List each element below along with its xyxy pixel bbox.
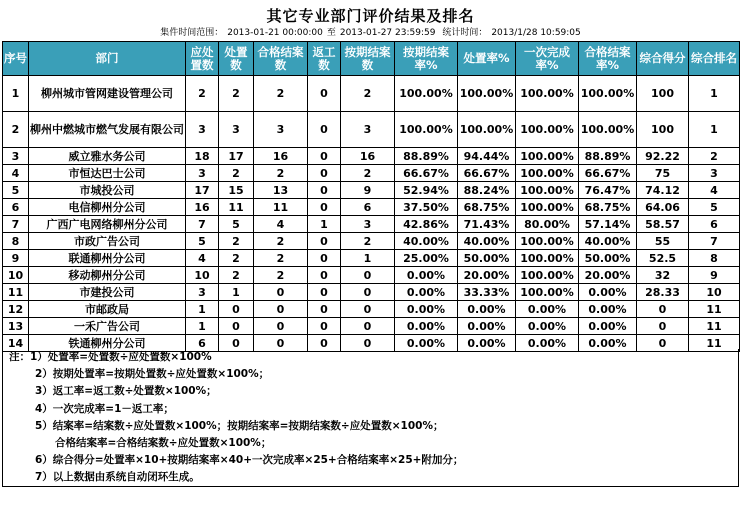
table-cell: 40.00% — [395, 233, 458, 250]
table-cell: 1 — [186, 318, 219, 335]
table-cell: 9 — [689, 267, 740, 284]
table-cell: 75 — [637, 165, 689, 182]
table-cell: 66.67% — [395, 165, 458, 182]
table-cell: 0 — [341, 284, 395, 301]
note-line: 注：1）处置率=处置数÷应处置数×100% — [9, 351, 212, 363]
table-cell: 6 — [186, 335, 219, 352]
table-cell: 50.00% — [579, 250, 637, 267]
table-cell: 100.00% — [516, 112, 579, 148]
department-cell: 柳州中燃城市燃气发展有限公司 — [29, 112, 186, 148]
table-cell: 1 — [3, 76, 29, 112]
note-line: 6）综合得分=处置率×10+按期结案率×40+一次完成率×25+合格结案率×25+附加分； — [35, 454, 464, 467]
table-cell: 12 — [3, 301, 29, 318]
column-header: 序号 — [3, 42, 29, 76]
table-cell: 3 — [341, 216, 395, 233]
table-cell: 2 — [219, 165, 254, 182]
table-cell: 88.24% — [458, 182, 516, 199]
table-cell: 2 — [689, 148, 740, 165]
table-cell: 20.00% — [579, 267, 637, 284]
table-cell: 1 — [689, 112, 740, 148]
table-cell: 100.00% — [458, 76, 516, 112]
table-cell: 6 — [689, 216, 740, 233]
table-row — [3, 112, 740, 148]
table-cell: 2 — [341, 233, 395, 250]
table-cell: 94.44% — [458, 148, 516, 165]
table-cell: 0 — [219, 301, 254, 318]
table-cell: 7 — [689, 233, 740, 250]
table-cell: 0.00% — [458, 335, 516, 352]
table-cell: 100.00% — [516, 76, 579, 112]
table-cell: 16 — [341, 148, 395, 165]
table-cell: 0 — [254, 301, 308, 318]
table-cell: 0 — [254, 284, 308, 301]
table-cell: 13 — [3, 318, 29, 335]
table-cell: 0 — [308, 301, 341, 318]
table-cell: 1 — [689, 76, 740, 112]
table-cell: 100.00% — [395, 76, 458, 112]
table-row — [3, 233, 740, 250]
table-cell: 0.00% — [579, 335, 637, 352]
table-cell: 28.33 — [637, 284, 689, 301]
column-header: 处置率% — [458, 42, 516, 76]
table-cell: 9 — [3, 250, 29, 267]
column-header: 按期结案数 — [341, 42, 395, 76]
table-cell: 0.00% — [395, 335, 458, 352]
table-cell: 2 — [219, 267, 254, 284]
table-cell: 100.00% — [579, 76, 637, 112]
table-header-row — [3, 42, 740, 76]
table-cell: 0 — [219, 335, 254, 352]
table-cell: 100 — [637, 76, 689, 112]
table-cell: 16 — [254, 148, 308, 165]
stat-label: 统计时间： — [442, 28, 488, 38]
table-row — [3, 148, 740, 165]
table-cell: 0 — [308, 182, 341, 199]
table-cell: 0 — [308, 335, 341, 352]
table-cell: 100.00% — [395, 112, 458, 148]
table-cell: 2 — [3, 112, 29, 148]
table-cell: 9 — [341, 182, 395, 199]
table-cell: 52.5 — [637, 250, 689, 267]
table-cell: 2 — [219, 76, 254, 112]
table-cell: 4 — [254, 216, 308, 233]
table-cell: 11 — [689, 335, 740, 352]
table-cell: 13 — [254, 182, 308, 199]
column-header: 综合得分 — [637, 42, 689, 76]
table-cell: 1 — [308, 216, 341, 233]
note-line: 5）结案率=结案数÷应处置数×100%；按期结案率=按期结案数÷应处置数×100%； — [35, 419, 444, 432]
table-cell: 0 — [341, 267, 395, 284]
table-cell: 0 — [308, 284, 341, 301]
table-cell: 1 — [186, 301, 219, 318]
table-cell: 6 — [341, 199, 395, 216]
table-cell: 71.43% — [458, 216, 516, 233]
column-header: 按期结案率% — [395, 42, 458, 76]
table-cell: 1 — [341, 250, 395, 267]
table-cell: 2 — [341, 76, 395, 112]
department-cell: 市政广告公司 — [29, 233, 186, 250]
column-header: 合格结案率% — [579, 42, 637, 76]
report-time-range — [0, 25, 741, 38]
table-cell: 52.94% — [395, 182, 458, 199]
table-cell: 76.47% — [579, 182, 637, 199]
range-sep: 至 — [326, 28, 336, 38]
table-row — [3, 301, 740, 318]
table-cell: 100 — [637, 112, 689, 148]
table-cell: 5 — [3, 182, 29, 199]
note-line: 3）返工率=返工数÷处置数×100%； — [35, 385, 217, 398]
table-cell: 3 — [186, 165, 219, 182]
evaluation-table — [2, 41, 740, 352]
table-cell: 100.00% — [516, 233, 579, 250]
table-cell: 0 — [308, 250, 341, 267]
department-cell: 铁通柳州分公司 — [29, 335, 186, 352]
table-cell: 20.00% — [458, 267, 516, 284]
department-cell: 移动柳州分公司 — [29, 267, 186, 284]
range-end: 2013-01-27 23:59:59 — [339, 28, 436, 38]
range-label: 集件时间范围： — [160, 28, 224, 38]
table-cell: 2 — [219, 250, 254, 267]
table-cell: 2 — [254, 165, 308, 182]
column-header: 部门 — [29, 42, 186, 76]
table-cell: 3 — [689, 165, 740, 182]
department-cell: 威立雅水务公司 — [29, 148, 186, 165]
table-cell: 50.00% — [458, 250, 516, 267]
table-cell: 17 — [219, 148, 254, 165]
table-cell: 0.00% — [579, 301, 637, 318]
table-cell: 100.00% — [516, 182, 579, 199]
table-cell: 0 — [308, 165, 341, 182]
table-cell: 1 — [219, 284, 254, 301]
table-cell: 3 — [254, 112, 308, 148]
table-cell: 0.00% — [579, 318, 637, 335]
table-cell: 100.00% — [516, 165, 579, 182]
department-cell: 一禾广告公司 — [29, 318, 186, 335]
table-row — [3, 182, 740, 199]
department-cell: 电信柳州分公司 — [29, 199, 186, 216]
table-cell: 58.57 — [637, 216, 689, 233]
table-cell: 3 — [3, 148, 29, 165]
table-cell: 2 — [254, 233, 308, 250]
table-row — [3, 199, 740, 216]
table-cell: 0 — [308, 318, 341, 335]
table-cell: 40.00% — [579, 233, 637, 250]
table-cell: 0.00% — [395, 267, 458, 284]
table-cell: 80.00% — [516, 216, 579, 233]
table-cell: 0 — [308, 267, 341, 284]
table-row — [3, 165, 740, 182]
table-cell: 25.00% — [395, 250, 458, 267]
stat-time: 2013/1/28 10:59:05 — [491, 28, 581, 38]
table-cell: 0 — [308, 112, 341, 148]
table-row — [3, 76, 740, 112]
table-cell: 18 — [186, 148, 219, 165]
table-cell: 100.00% — [516, 284, 579, 301]
table-cell: 16 — [186, 199, 219, 216]
table-cell: 10 — [3, 267, 29, 284]
table-cell: 11 — [689, 301, 740, 318]
table-cell: 64.06 — [637, 199, 689, 216]
table-cell: 0.00% — [458, 301, 516, 318]
table-cell: 74.12 — [637, 182, 689, 199]
department-cell: 联通柳州分公司 — [29, 250, 186, 267]
range-start: 2013-01-21 00:00:00 — [227, 28, 323, 38]
department-cell: 柳州城市管网建设管理公司 — [29, 76, 186, 112]
note-line: 合格结案率=合格结案数÷应处置数×100%； — [55, 437, 272, 450]
table-cell: 92.22 — [637, 148, 689, 165]
table-cell: 2 — [254, 250, 308, 267]
table-cell: 8 — [689, 250, 740, 267]
table-row — [3, 318, 740, 335]
column-header: 一次完成率% — [516, 42, 579, 76]
table-cell: 100.00% — [516, 250, 579, 267]
note-line: 7）以上数据由系统自动闭环生成。 — [35, 471, 200, 484]
table-cell: 11 — [254, 199, 308, 216]
table-cell: 3 — [219, 112, 254, 148]
table-cell: 6 — [3, 199, 29, 216]
table-cell: 4 — [3, 165, 29, 182]
table-cell: 55 — [637, 233, 689, 250]
table-row — [3, 216, 740, 233]
table-cell: 15 — [219, 182, 254, 199]
table-cell: 57.14% — [579, 216, 637, 233]
table-cell: 100.00% — [516, 199, 579, 216]
table-cell: 0 — [219, 318, 254, 335]
table-cell: 7 — [3, 216, 29, 233]
table-row — [3, 267, 740, 284]
table-cell: 66.67% — [579, 165, 637, 182]
table-cell: 0.00% — [516, 318, 579, 335]
table-cell: 0.00% — [516, 335, 579, 352]
table-cell: 0.00% — [516, 301, 579, 318]
table-cell: 100.00% — [516, 148, 579, 165]
table-cell: 37.50% — [395, 199, 458, 216]
table-cell: 0.00% — [458, 318, 516, 335]
page-title: 其它专业部门评价结果及排名 — [266, 7, 475, 25]
table-cell: 68.75% — [579, 199, 637, 216]
table-cell: 3 — [341, 112, 395, 148]
table-cell: 0.00% — [395, 284, 458, 301]
table-cell: 0 — [341, 335, 395, 352]
table-cell: 0 — [308, 233, 341, 250]
table-cell: 0 — [308, 199, 341, 216]
table-cell: 0 — [637, 335, 689, 352]
table-cell: 0 — [308, 148, 341, 165]
column-header: 应处置数 — [186, 42, 219, 76]
note-line: 2）按期处置率=按期处置数÷应处置数×100%； — [35, 368, 270, 381]
column-header: 处置数 — [219, 42, 254, 76]
department-cell: 市建投公司 — [29, 284, 186, 301]
table-cell: 14 — [3, 335, 29, 352]
table-cell: 0.00% — [395, 318, 458, 335]
table-cell: 11 — [219, 199, 254, 216]
table-cell: 4 — [689, 182, 740, 199]
table-row — [3, 250, 740, 267]
table-cell: 10 — [186, 267, 219, 284]
table-cell: 8 — [3, 233, 29, 250]
table-cell: 2 — [341, 165, 395, 182]
department-cell: 市恒达巴士公司 — [29, 165, 186, 182]
table-cell: 10 — [689, 284, 740, 301]
table-cell: 0 — [637, 318, 689, 335]
department-cell: 市城投公司 — [29, 182, 186, 199]
notes-section — [2, 349, 739, 487]
department-cell: 市邮政局 — [29, 301, 186, 318]
table-cell: 0 — [254, 335, 308, 352]
table-cell: 32 — [637, 267, 689, 284]
table-cell: 40.00% — [458, 233, 516, 250]
table-cell: 66.67% — [458, 165, 516, 182]
column-header: 合格结案数 — [254, 42, 308, 76]
table-cell: 0.00% — [579, 284, 637, 301]
table-cell: 68.75% — [458, 199, 516, 216]
table-cell: 0 — [254, 318, 308, 335]
table-cell: 88.89% — [579, 148, 637, 165]
table-cell: 5 — [689, 199, 740, 216]
table-cell: 0.00% — [395, 301, 458, 318]
department-cell: 广西广电网络柳州分公司 — [29, 216, 186, 233]
table-cell: 2 — [219, 233, 254, 250]
table-cell: 11 — [689, 318, 740, 335]
table-cell: 4 — [186, 250, 219, 267]
table-cell: 11 — [3, 284, 29, 301]
column-header: 返工数 — [308, 42, 341, 76]
table-row — [3, 284, 740, 301]
table-cell: 2 — [254, 267, 308, 284]
table-cell: 3 — [186, 284, 219, 301]
table-cell: 0 — [341, 318, 395, 335]
table-cell: 88.89% — [395, 148, 458, 165]
table-cell: 100.00% — [458, 112, 516, 148]
table-cell: 100.00% — [579, 112, 637, 148]
note-line: 4）一次完成率=1－返工率； — [35, 402, 174, 415]
table-cell: 5 — [186, 233, 219, 250]
table-cell: 2 — [186, 76, 219, 112]
column-header: 综合排名 — [689, 42, 740, 76]
table-cell: 42.86% — [395, 216, 458, 233]
table-body — [3, 76, 740, 352]
table-cell: 5 — [219, 216, 254, 233]
table-cell: 33.33% — [458, 284, 516, 301]
table-cell: 7 — [186, 216, 219, 233]
table-cell: 3 — [186, 112, 219, 148]
table-cell: 0 — [308, 76, 341, 112]
table-cell: 2 — [254, 76, 308, 112]
table-cell: 100.00% — [516, 267, 579, 284]
table-cell: 17 — [186, 182, 219, 199]
table-cell: 0 — [341, 301, 395, 318]
table-cell: 0 — [637, 301, 689, 318]
